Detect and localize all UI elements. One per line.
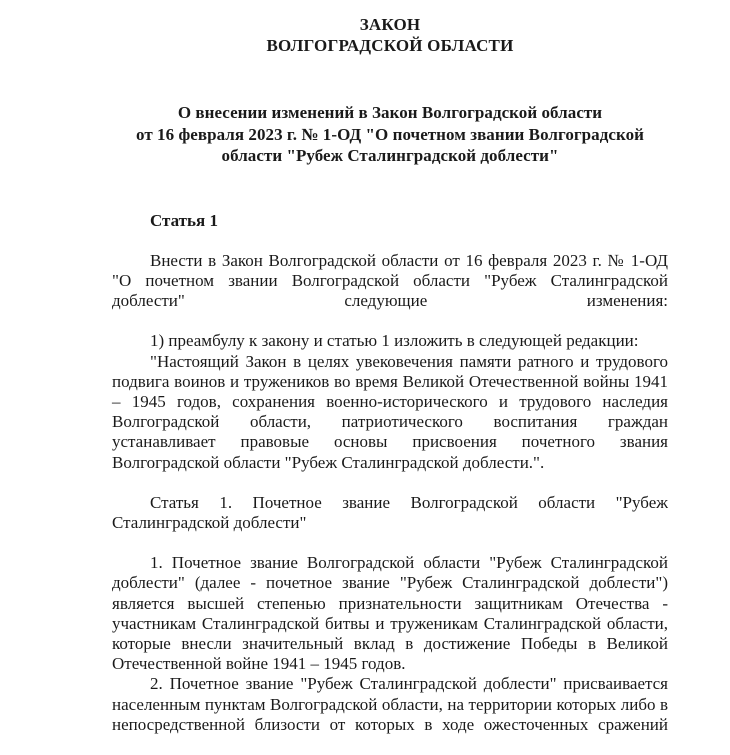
document-title-line-3: области "Рубеж Сталинградской доблести" — [221, 146, 559, 165]
article-heading: Статья 1 — [150, 210, 218, 230]
paragraph-intro: Внести в Закон Волгоградской области от 16 февраля 2023 г. № 1-ОД "О почетном звании Волгоградской области "Рубеж Сталинградской доблести" следующие изменения: — [112, 250, 668, 310]
masthead — [112, 0, 668, 56]
document-content — [112, 0, 668, 755]
masthead-line-1: ЗАКОН — [359, 15, 421, 34]
document-title-line-2: от 16 февраля 2023 г. № 1-ОД "О почетном звании Волгоградской — [136, 124, 644, 144]
paragraph-preamble-quote: "Настоящий Закон в целях увековечения памяти ратного и трудового подвига воинов и тружеников во время Великой Отечественной войны 1941 – 1945 годов, сохранения военно-исторического и трудового наследия Волгоградской области, патриотического воспитания граждан устанавливает правовые основы присвоения почетного звания Волгоградской области "Рубеж Сталинградской доблести.". — [112, 351, 668, 472]
paragraph-point-1: 1. Почетное звание Волгоградской области "Рубеж Сталинградской доблести" (далее - почетное звание "Рубеж Сталинградской доблести") является высшей степенью признательности защитникам Отечества - участникам Сталинградской битвы и труженикам Сталинградской области, которые внесли значительный вклад в достижение Победы в Великой Отечественной войне 1941 – 1945 годов. — [112, 553, 668, 674]
document-title-line-1: О внесении изменений в Закон Волгоградской области — [177, 103, 603, 122]
document-title — [112, 102, 668, 167]
paragraph-point-2: 2. Почетное звание "Рубеж Сталинградской доблести" присваивается населенным пунктам Волгоградской области, на территории которых либо в непосредственной близости от которых в ходе ожесточенных сражений — [112, 674, 668, 734]
paragraph-item-1: 1) преамбулу к закону и статью 1 изложить в следующей редакции: — [150, 331, 639, 351]
paragraph-article-1-title: Статья 1. Почетное звание Волгоградской области "Рубеж Сталинградской доблести" — [112, 492, 668, 532]
masthead-line-2: ВОЛГОГРАДСКОЙ ОБЛАСТИ — [266, 36, 514, 55]
